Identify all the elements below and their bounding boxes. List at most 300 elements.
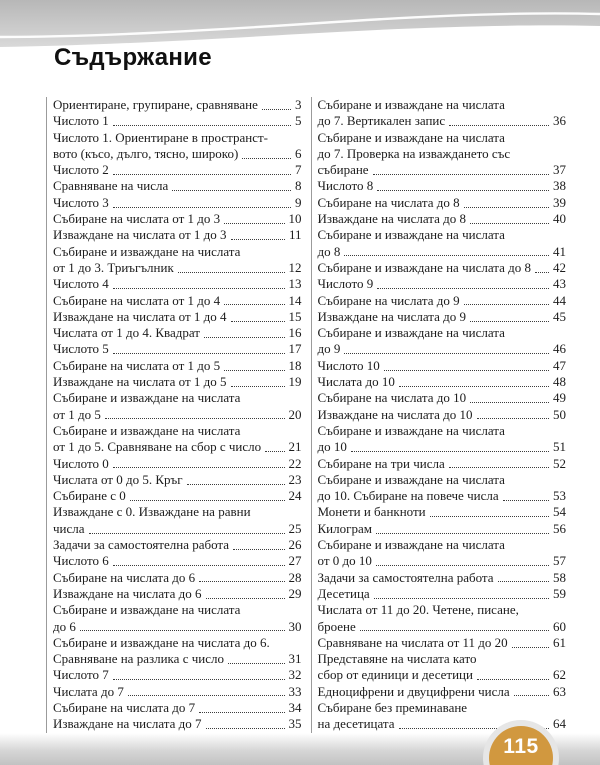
dot-leader (344, 353, 549, 354)
dot-leader (430, 516, 549, 517)
toc-page-number: 12 (288, 259, 302, 275)
toc-entry-title: Събиране без преминаване (317, 699, 468, 715)
dot-leader (231, 321, 285, 322)
toc-page-number: 23 (288, 471, 302, 487)
dot-leader (377, 288, 549, 289)
dot-leader (113, 565, 285, 566)
toc-entry (318, 472, 567, 505)
toc-entry-title: от 1 до 5 (53, 406, 101, 422)
toc-entry-title: Числото 7 (53, 667, 109, 683)
toc-entry-title: Десетица (317, 585, 370, 601)
toc-entry-title: до 10. Събиране на повече числа (317, 488, 499, 504)
toc-page-number: 53 (553, 488, 566, 504)
toc-line (53, 521, 302, 537)
toc-page-number: 33 (288, 683, 302, 699)
toc-page-number: 41 (553, 243, 566, 259)
toc-page-number: 64 (553, 716, 566, 732)
toc-entry (318, 570, 567, 586)
toc-entry-title: Изваждане на числата от 1 до 4 (53, 308, 227, 324)
dot-leader (376, 565, 549, 566)
toc-line (318, 439, 567, 455)
toc-page-number: 29 (288, 585, 302, 601)
toc-page-number: 21 (288, 439, 302, 455)
dot-leader (113, 288, 285, 289)
dot-leader (376, 533, 549, 534)
toc-line (318, 293, 567, 309)
dot-leader (199, 712, 284, 713)
toc-line (53, 537, 302, 553)
dot-leader (105, 418, 285, 419)
toc-entry (318, 293, 567, 309)
toc-page-number: 62 (553, 667, 566, 683)
dot-leader (351, 451, 549, 452)
toc-entry (53, 227, 302, 243)
toc-entry-title: Събиране с 0 (53, 488, 126, 504)
toc-entry-title: Сравняване на числата от 11 до 20 (317, 634, 508, 650)
toc-line (53, 130, 302, 146)
toc-entry (318, 309, 567, 325)
toc-entry (318, 97, 567, 130)
toc-entry-title: до 6 (53, 618, 76, 634)
dot-leader (231, 239, 285, 240)
toc-line (53, 162, 302, 178)
toc-entry-title: събиране (317, 162, 369, 178)
toc-page-number: 18 (288, 357, 302, 373)
dot-leader (374, 598, 549, 599)
toc-line (318, 341, 567, 357)
dot-leader (265, 451, 284, 452)
toc-entry-title: до 10 (317, 439, 347, 455)
toc-entry-title: Числата до 10 (317, 374, 395, 390)
toc-page-number: 45 (553, 308, 566, 324)
toc-entry (318, 211, 567, 227)
toc-line (53, 684, 302, 700)
toc-entry (53, 178, 302, 194)
toc-entry (318, 586, 567, 602)
toc-page-number: 37 (553, 162, 566, 178)
toc-entry (318, 651, 567, 684)
toc-entry-title: Едноцифрени и двуцифрени числа (317, 683, 510, 699)
toc-page-number: 7 (295, 162, 302, 178)
toc-line (318, 553, 567, 569)
toc-line (53, 553, 302, 569)
toc-entry-title: Ориентиране, групиране, сравняване (53, 97, 258, 112)
toc-entry-title: Задачи за самостоятелна работа (317, 569, 494, 585)
toc-entry (53, 358, 302, 374)
toc-line (318, 260, 567, 276)
toc-entry (53, 602, 302, 635)
toc-page-number: 46 (553, 341, 566, 357)
toc-entry (53, 325, 302, 341)
dot-leader (514, 695, 549, 696)
toc-entry-title: Събиране на три числа (317, 455, 445, 471)
toc-columns (46, 97, 566, 733)
toc-page-number: 24 (288, 488, 302, 504)
toc-line (318, 602, 567, 618)
toc-line (53, 651, 302, 667)
dot-leader (113, 467, 285, 468)
dot-leader (206, 728, 285, 729)
toc-line (318, 244, 567, 260)
toc-entry (318, 456, 567, 472)
toc-line (53, 504, 302, 520)
toc-line (53, 390, 302, 406)
toc-entry-title: до 7. Проверка на изваждането със (317, 145, 511, 161)
toc-line (53, 276, 302, 292)
toc-page-number: 49 (553, 390, 566, 406)
toc-line (318, 537, 567, 553)
toc-page-number: 54 (553, 504, 566, 520)
toc-entry (318, 130, 567, 179)
toc-entry-title: от 1 до 3. Триъгълник (53, 259, 174, 275)
toc-line (318, 635, 567, 651)
toc-entry-title: от 0 до 10 (317, 553, 372, 569)
toc-line (53, 358, 302, 374)
toc-page-number: 15 (288, 308, 302, 324)
toc-line (318, 325, 567, 341)
toc-entry-title: Изваждане с 0. Изваждане на равни (53, 504, 251, 520)
toc-line (318, 276, 567, 292)
toc-entry-title: Изваждане на числата до 8 (317, 211, 466, 227)
toc-page-number: 28 (288, 569, 302, 585)
toc-line (53, 325, 302, 341)
toc-line (53, 602, 302, 618)
toc-entry (53, 570, 302, 586)
toc-entry (318, 374, 567, 390)
toc-entry (53, 537, 302, 553)
toc-entry-title: до 7. Вертикален запис (317, 113, 446, 129)
toc-page-number: 56 (553, 520, 566, 536)
toc-entry-title: на десетицата (317, 716, 395, 732)
toc-page-number: 25 (288, 520, 302, 536)
page-number-badge-inner (489, 726, 553, 765)
toc-entry-title: сбор от единици и десетици (317, 667, 473, 683)
toc-page-number: 16 (288, 325, 302, 341)
dot-leader (399, 386, 549, 387)
toc-entry-title: Събиране и изваждане на числата (53, 243, 241, 259)
toc-line (53, 700, 302, 716)
toc-line (53, 341, 302, 357)
toc-entry-title: Изваждане на числата от 1 до 5 (53, 374, 227, 390)
page-title: Съдържание (54, 44, 212, 71)
toc-line (318, 456, 567, 472)
toc-page-number: 35 (288, 716, 302, 732)
toc-page-number: 42 (553, 259, 566, 275)
toc-entry (53, 244, 302, 277)
dot-leader (477, 418, 550, 419)
toc-page-number: 17 (288, 341, 302, 357)
toc-line (53, 488, 302, 504)
toc-line (318, 146, 567, 162)
toc-entry-title: Числото 8 (317, 178, 374, 194)
toc-line (318, 97, 567, 113)
toc-entry-title: от 1 до 5. Сравняване на сбор с число (53, 439, 262, 455)
toc-line (53, 293, 302, 309)
dot-leader (449, 467, 549, 468)
toc-line (53, 113, 302, 129)
toc-entry (53, 309, 302, 325)
toc-entry-title: Числата от 1 до 4. Квадрат (53, 325, 200, 341)
toc-entry (318, 504, 567, 520)
toc-entry-title: Числото 6 (53, 553, 109, 569)
toc-entry (318, 537, 567, 570)
toc-page-number: 14 (288, 292, 302, 308)
toc-entry-title: Събиране на числата от 1 до 3 (53, 211, 221, 227)
toc-entry (53, 635, 302, 668)
toc-entry (318, 521, 567, 537)
toc-line (318, 390, 567, 406)
dot-leader (512, 647, 549, 648)
toc-entry-title: Сравняване на разлика с число (53, 651, 224, 667)
toc-entry-title: Събиране и изваждане на числата (317, 227, 505, 243)
dot-leader (199, 581, 284, 582)
dot-leader (498, 581, 549, 582)
toc-line (318, 113, 567, 129)
toc-page-number: 20 (288, 406, 302, 422)
toc-entry (318, 276, 567, 292)
dot-leader (206, 598, 285, 599)
toc-entry (318, 260, 567, 276)
toc-line (318, 667, 567, 683)
toc-entry-title: Числото 4 (53, 276, 109, 292)
toc-column-left (46, 97, 302, 733)
toc-line (53, 586, 302, 602)
dot-leader (384, 370, 549, 371)
toc-line (53, 439, 302, 455)
toc-page-number: 51 (553, 439, 566, 455)
toc-entry-title: до 8 (317, 243, 341, 259)
toc-entry-title: Събиране на числата до 7 (53, 699, 196, 715)
dot-leader (477, 679, 549, 680)
toc-entry-title: Числото 10 (317, 357, 380, 373)
toc-entry-title: Изваждане на числата от 1 до 3 (53, 227, 227, 243)
toc-entry (53, 456, 302, 472)
toc-entry-title: Събиране на числата до 6 (53, 569, 196, 585)
toc-page-number: 30 (288, 618, 302, 634)
toc-page-number: 9 (295, 194, 302, 210)
toc-entry (53, 504, 302, 537)
dot-leader (535, 272, 549, 273)
toc-page-number: 39 (553, 194, 566, 210)
toc-page-number: 19 (288, 374, 302, 390)
dot-leader (503, 500, 549, 501)
toc-line (53, 211, 302, 227)
toc-line (318, 162, 567, 178)
toc-entry-title: Събиране и изваждане на числата до 8 (317, 259, 531, 275)
toc-line (318, 586, 567, 602)
toc-page-number: 63 (553, 683, 566, 699)
toc-page-number: 47 (553, 357, 566, 373)
toc-page-number: 57 (553, 553, 566, 569)
toc-line (53, 667, 302, 683)
toc-entry-title: броене (317, 618, 356, 634)
toc-entry-title: Числата от 11 до 20. Четене, писане, (317, 602, 519, 618)
toc-page-number: 40 (553, 211, 566, 227)
toc-entry (53, 374, 302, 390)
toc-page-number: 27 (288, 553, 302, 569)
toc-line (53, 227, 302, 243)
toc-line (53, 178, 302, 194)
toc-entry-title: Събиране и изваждане на числата (53, 602, 241, 618)
toc-page-number: 13 (288, 276, 302, 292)
dot-leader (360, 630, 549, 631)
toc-entry-title: Числата до 7 (53, 683, 124, 699)
toc-entry-title: Събиране и изваждане на числата до 6. (53, 634, 270, 650)
dot-leader (113, 207, 291, 208)
toc-page-number: 52 (553, 455, 566, 471)
toc-line (53, 374, 302, 390)
dot-leader (113, 174, 291, 175)
toc-entry (53, 341, 302, 357)
toc-line (53, 309, 302, 325)
toc-entry (53, 586, 302, 602)
dot-leader (470, 321, 549, 322)
toc-entry-title: Събиране на числата от 1 до 4 (53, 292, 221, 308)
toc-entry (53, 700, 302, 716)
dot-leader (172, 190, 291, 191)
toc-page-number: 22 (288, 455, 302, 471)
toc-entry-title: Представяне на числата като (317, 651, 477, 667)
toc-entry-title: Събиране и изваждане на числата (317, 422, 505, 438)
toc-entry (318, 195, 567, 211)
toc-entry (318, 635, 567, 651)
dot-leader (80, 630, 285, 631)
toc-line (53, 456, 302, 472)
toc-line (318, 521, 567, 537)
dot-leader (224, 223, 284, 224)
toc-page-number: 60 (553, 618, 566, 634)
toc-entry-title: Числото 3 (53, 194, 109, 210)
toc-page-number: 61 (553, 634, 566, 650)
toc-page-number: 26 (288, 537, 302, 553)
toc-entry-title: Събиране и изваждане на числата (317, 325, 505, 341)
toc-page-number: 38 (553, 178, 566, 194)
toc-line (53, 195, 302, 211)
toc-entry (53, 667, 302, 683)
toc-entry (53, 211, 302, 227)
toc-entry-title: Задачи за самостоятелна работа (53, 537, 230, 553)
toc-entry (318, 390, 567, 406)
toc-entry-title: Събиране на числата от 1 до 5 (53, 357, 221, 373)
toc-entry (53, 684, 302, 700)
toc-entry-title: Изваждане на числата до 9 (317, 308, 466, 324)
dot-leader (178, 272, 285, 273)
dot-leader (377, 190, 549, 191)
toc-entry-title: Събиране и изваждане на числата (317, 471, 505, 487)
toc-line (318, 309, 567, 325)
toc-entry (53, 130, 302, 163)
toc-entry-title: Събиране и изваждане на числата (53, 422, 241, 438)
toc-line (318, 472, 567, 488)
toc-entry-title: Числото 1 (53, 113, 109, 129)
toc-entry (318, 423, 567, 456)
toc-line (318, 619, 567, 635)
toc-entry-title: Числото 1. Ориентиране в пространст- (53, 129, 268, 145)
toc-entry-title: Числото 5 (53, 341, 109, 357)
toc-entry-title: Числото 2 (53, 162, 109, 178)
toc-line (318, 130, 567, 146)
toc-page-number: 44 (553, 292, 566, 308)
toc-entry (318, 178, 567, 194)
toc-entry (53, 488, 302, 504)
toc-line (53, 244, 302, 260)
toc-page-number: 50 (553, 406, 566, 422)
toc-entry (53, 423, 302, 456)
dot-leader (464, 304, 549, 305)
toc-page-number: 6 (295, 145, 302, 161)
dot-leader (470, 402, 549, 403)
toc-page-number: 10 (288, 211, 302, 227)
toc-entry-title: Числата от 0 до 5. Кръг (53, 471, 183, 487)
dot-leader (224, 370, 284, 371)
toc-entry-title: Събиране на числата до 10 (317, 390, 467, 406)
toc-page-number: 32 (288, 667, 302, 683)
toc-entry-title: Събиране и изваждане на числата (53, 390, 241, 406)
toc-entry-title: числа (53, 520, 85, 536)
toc-line (53, 716, 302, 732)
toc-line (318, 504, 567, 520)
dot-leader (449, 125, 549, 126)
toc-entry-title: Изваждане на числата до 6 (53, 585, 202, 601)
dot-leader (128, 695, 285, 696)
toc-entry-title: до 9 (317, 341, 341, 357)
page-number: 115 (503, 735, 539, 758)
toc-page-number: 59 (553, 585, 566, 601)
toc-line (53, 635, 302, 651)
toc-line (318, 211, 567, 227)
toc-entry-title: вото (късо, дълго, тясно, широко) (53, 145, 239, 161)
toc-page-number: 3 (295, 97, 302, 112)
toc-page-number: 34 (288, 699, 302, 715)
dot-leader (113, 353, 285, 354)
toc-line (53, 570, 302, 586)
toc-entry (53, 472, 302, 488)
toc-page-number: 43 (553, 276, 566, 292)
dot-leader (262, 109, 291, 110)
dot-leader (470, 223, 549, 224)
toc-entry (53, 553, 302, 569)
dot-leader (187, 484, 285, 485)
dot-leader (113, 679, 285, 680)
toc-page-number: 48 (553, 374, 566, 390)
toc-line (318, 700, 567, 716)
toc-page-number: 31 (288, 651, 302, 667)
dot-leader (242, 158, 291, 159)
toc-entry-title: Числото 9 (317, 276, 374, 292)
dot-leader (228, 663, 285, 664)
toc-entry (53, 293, 302, 309)
toc-entry (318, 684, 567, 700)
toc-line (318, 651, 567, 667)
toc-entry-title: Изваждане на числата до 10 (317, 406, 473, 422)
toc-line (53, 97, 302, 113)
toc-entry (53, 276, 302, 292)
dot-leader (204, 337, 285, 338)
toc-line (318, 227, 567, 243)
toc-entry-title: Монети и банкноти (317, 504, 426, 520)
toc-entry-title: Изваждане на числата до 7 (53, 716, 202, 732)
toc-line (318, 423, 567, 439)
toc-entry-title: Събиране и изваждане на числата (317, 97, 505, 112)
toc-line (53, 146, 302, 162)
toc-column-right (311, 97, 567, 733)
toc-entry (318, 358, 567, 374)
toc-line (53, 619, 302, 635)
dot-leader (464, 207, 549, 208)
dot-leader (130, 500, 285, 501)
toc-entry-title: Числото 0 (53, 455, 109, 471)
toc-entry (53, 97, 302, 113)
